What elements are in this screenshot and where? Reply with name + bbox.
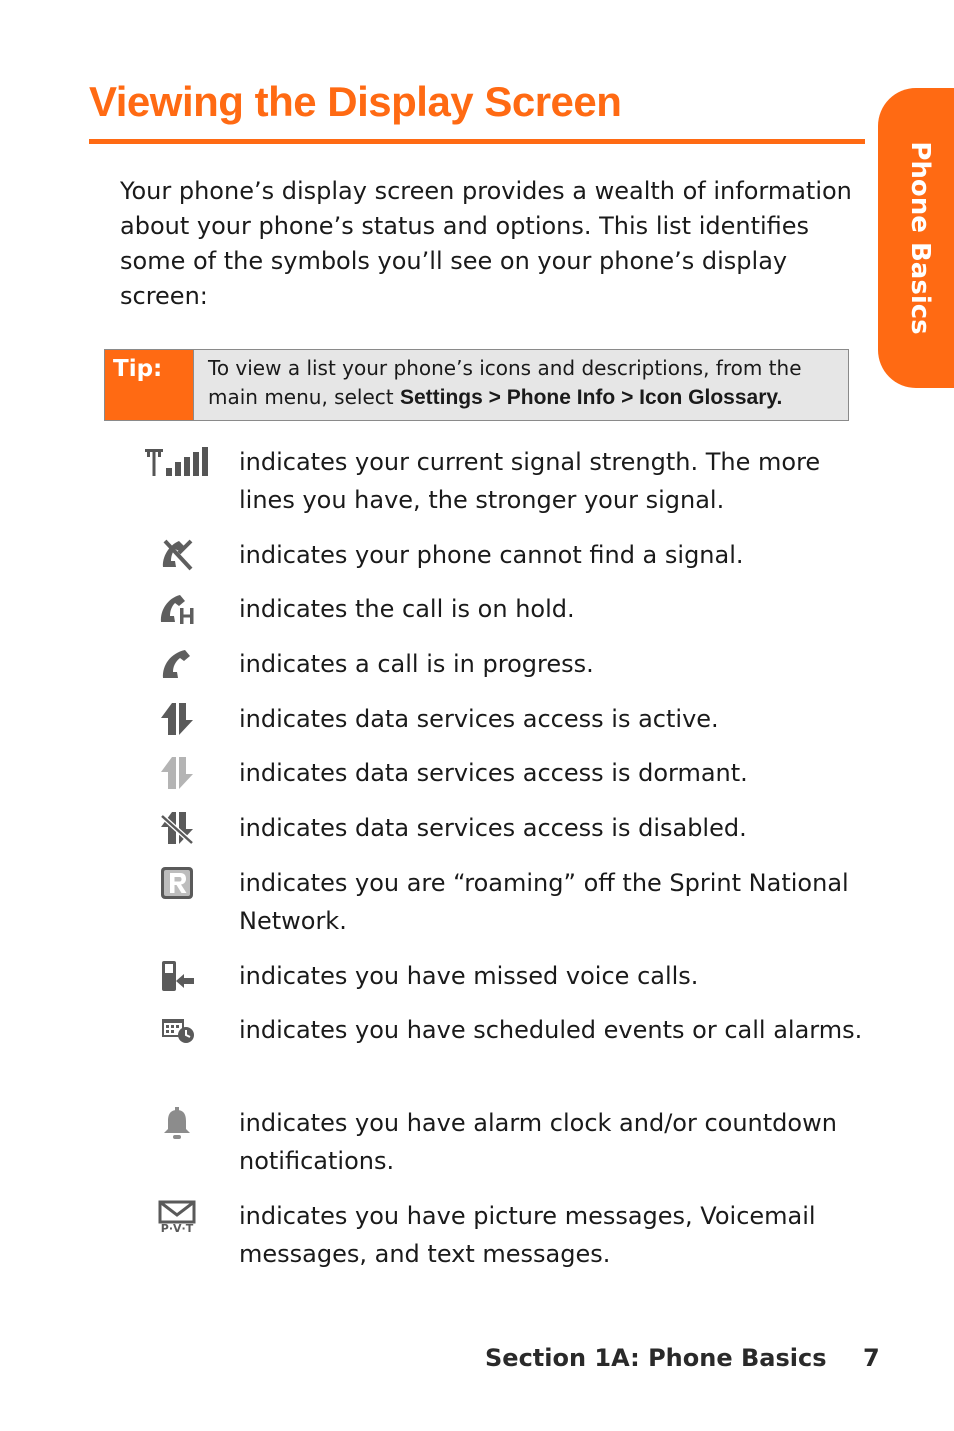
page-number: 7 (863, 1344, 880, 1372)
side-tab-label: Phone Basics (905, 141, 935, 335)
list-item-text: indicates a call is in progress. (239, 650, 594, 678)
footer-section-title: Section 1A: Phone Basics (485, 1344, 827, 1372)
list-item-text: indicates you have scheduled events or call alarms. (239, 1016, 863, 1044)
list-item-text: indicates you have picture messages, Voicemail messages, and text messages. (239, 1202, 816, 1268)
tip-menu-path: Settings > Phone Info > Icon Glossary. (399, 386, 783, 409)
scheduled-event-icon (140, 1011, 214, 1049)
list-item-text: indicates you are “roaming” off the Sprint National Network. (239, 869, 849, 935)
tip-text-prefix: main menu, select (208, 385, 400, 409)
list-item-text: indicates your phone cannot find a signal. (239, 541, 744, 569)
data-active-icon (140, 700, 214, 738)
tip-label: Tip: (105, 350, 194, 420)
list-item-text: indicates data services access is dormant. (239, 759, 748, 787)
intro-paragraph: Your phone’s display screen provides a wealth of information about your phone’s status and options. This list identifies some of the symbols you’ll see on your phone’s display screen: (120, 177, 852, 310)
roaming-icon (140, 864, 214, 902)
alarm-bell-icon (140, 1104, 214, 1142)
list-item-text: indicates you have missed voice calls. (239, 962, 699, 990)
call-on-hold-icon (140, 590, 214, 628)
data-dormant-icon (140, 754, 214, 792)
svg-text:P·V·T: P·V·T (160, 1222, 194, 1233)
page-title: Viewing the Display Screen (89, 78, 622, 125)
list-item-text: indicates data services access is disabled. (239, 814, 747, 842)
list-item-text: indicates your current signal strength. The more lines you have, the stronger your signal. (239, 448, 821, 514)
missed-call-icon (140, 957, 214, 995)
list-item-text: indicates data services access is active. (239, 705, 719, 733)
list-item-text: indicates the call is on hold. (239, 595, 575, 623)
no-signal-icon (140, 536, 214, 574)
messages-envelope-icon (140, 1197, 214, 1235)
list-item-text: indicates you have alarm clock and/or countdown notifications. (239, 1109, 837, 1175)
tip-text-line1: To view a list your phone’s icons and descriptions, from the (208, 356, 802, 380)
call-in-progress-icon (140, 645, 214, 683)
data-disabled-icon (140, 809, 214, 847)
signal-strength-icon (140, 443, 214, 481)
